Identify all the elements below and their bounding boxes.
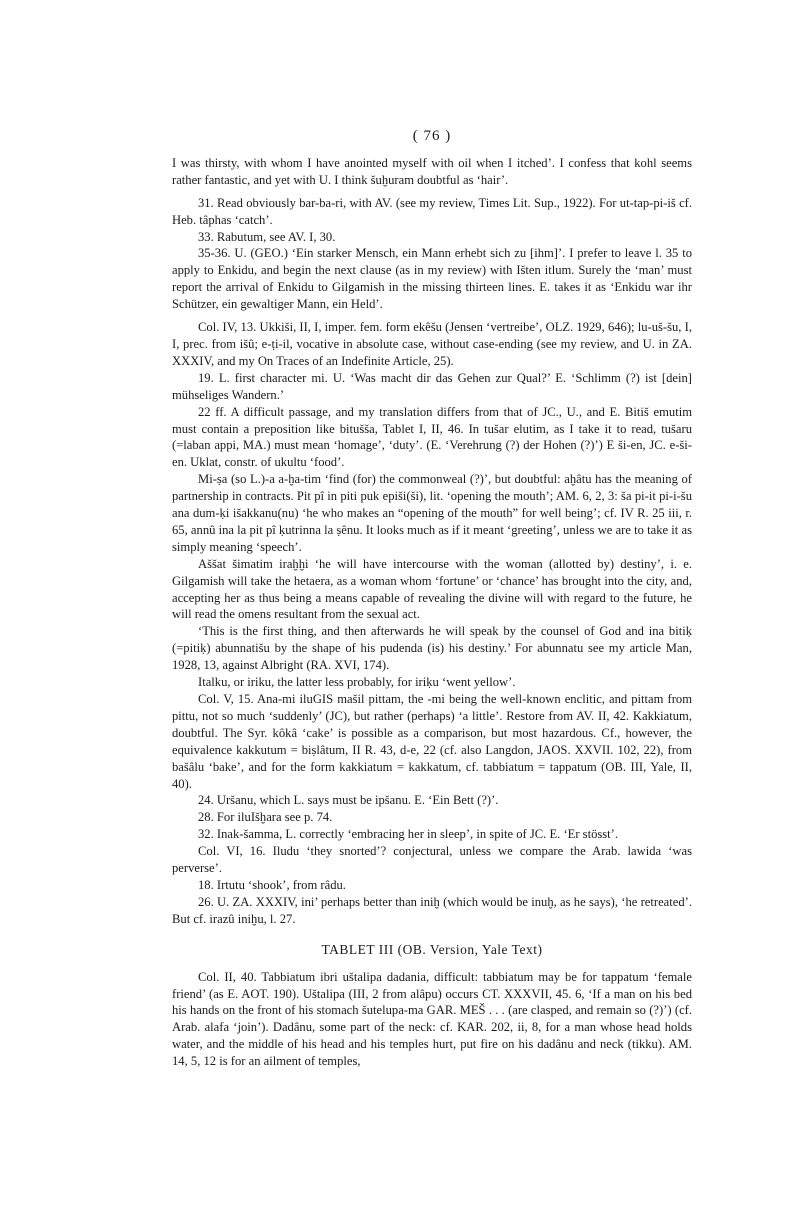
- section-heading: TABLET III (OB. Version, Yale Text): [321, 941, 543, 957]
- paragraph: 31. Read obviously bar-ba-ri, with AV. (see my review, Times Lit. Sup., 1922). For ut-tap-pi-iš cf. Heb. tâphas ‘catch’.: [172, 195, 692, 227]
- paragraph: Mi-ṣa (so L.)-a a-ḫa-tim ‘find (for) the commonweal (?)’, but doubtful: aḫâtu has the meaning of partnership in contracts. Pit pî in piti puk epiši(ši), lit. ‘opening the mouth’; AM. 6, 2, 3: ša pi-it pi-i-šu ana dum-ḳi išakkanu(nu) ‘he who makes an “opening of the mouth” for well being’; cf. IV R. 25 iii, r. 65, annû ina la pit pî ḳutrinna la ṣênu. It looks much as if it meant ‘greeting’, unless we are to take it as simply meaning ‘speech’.: [172, 472, 692, 554]
- paragraph: 35-36. U. (GEO.) ‘Ein starker Mensch, ein Mann erhebt sich zu [ihm]’. I prefer to leave l. 35 to apply to Enkidu, and begin the next clause (as in my review) with Išten itlum. Surely the ‘man’ must report the arrival of Enkidu to Gilgamish in the missing thirteen lines. E. takes it as ‘Enkidu war ihr Schützer, ein gewaltiger Mann, ein Held’.: [172, 246, 692, 312]
- paragraph: I was thirsty, with whom I have anointed myself with oil when I itched’. I confess that kohl seems rather fantastic, and yet with U. I think šuḫuram doubtful as ‘hair’.: [172, 155, 692, 187]
- paragraph: ‘This is the first thing, and then afterwards he will speak by the counsel of God and ina bitiḳ (=pitiḳ) abunnatišu by the shape of his pudenda (is) his destiny.’ For abunnatu see my article Man, 1928, 13, against Albright (RA. XVI, 174).: [172, 624, 692, 673]
- paragraph: Italku, or iriku, the latter less probably, for iriḳu ‘went yellow’.: [198, 675, 516, 690]
- paragraph: 18. Irtutu ‘shook’, from râdu.: [198, 877, 346, 892]
- page-number: ( 76 ): [412, 128, 452, 144]
- paragraph: 19. L. first character mi. U. ‘Was macht dir das Gehen zur Qual?’ E. ‘Schlimm (?) ist [dein] mühseliges Wandern.’: [172, 370, 692, 402]
- paragraph: Col. IV, 13. Ukkiši, II, I, imper. fem. form ekêšu (Jensen ‘vertreibe’, OLZ. 1929, 646); lu-uš-šu, I, I, prec. from išû; e-ṭi-il, vocative in absolute case, without case-ending (see my review, and U. in ZA. XXXIV, and my On Traces of an Indefinite Article, 25).: [172, 320, 692, 368]
- paragraph: 26. U. ZA. XXXIV, ini’ perhaps better than iniḫ (which would be inuḫ, as he says), ‘he retreated’. But cf. irazû iniḫu, l. 27.: [172, 894, 692, 926]
- paragraph: 24. Uršanu, which L. says must be ipšanu. E. ‘Ein Bett (?)’.: [198, 793, 499, 808]
- paragraph: 22 ff. A difficult passage, and my translation differs from that of JC., U., and E. Bitiš emutim must contain a preposition like bitušša, Tablet I, II, 46. In tušar elutim, as I take it to read, tušaru (=laban appi, MA.) must mean ‘homage’, ‘duty’. (E. ‘Verehrung (?) der Hohen (?)’) E ši-en, JC. e-ši-en. Uklat, constr. of ukultu ‘food’.: [172, 404, 692, 470]
- paragraph: 33. Rabutum, see AV. I, 30.: [198, 229, 336, 244]
- paragraph: Col. VI, 16. Iludu ‘they snorted’? conjectural, unless we compare the Arab. lawida ‘was perverse’.: [172, 844, 692, 876]
- paragraph: Col. V, 15. Ana-mi iluGIS mašil pittam, the -mi being the well-known enclitic, and pittam from pittu, not so much ‘suddenly’ (JC), but rather (perhaps) ‘a little’. Restore from AV. II, 42. Kakkiatum, doubtful. The Syr. kôkâ ‘cake’ is possible as a comparison, but most hazardous. Cf., however, the equivalence kakkutum = biṣlâtum, II R. 43, d-e, 22 (cf. also Langdon, JAOS. XXVII. 102, 22), from bašâlu ‘bake’, and for the form kakkiatum = kakkatum, cf. tabbiatum = tappatum (OB. III, Yale, II, 40).: [172, 692, 692, 791]
- paragraph: 28. For iluIšḫara see p. 74.: [198, 810, 333, 825]
- paragraph: 32. Inak-šamma, L. correctly ‘embracing her in sleep’, in spite of JC. E. ‘Er stösst’.: [198, 827, 619, 842]
- page-body: [172, 128, 692, 1070]
- paragraph: Aššat šimatim iraḫḫi ‘he will have intercourse with the woman (allotted by) destiny’, i. e. Gilgamish will take the hetaera, as a woman whom ‘fortune’ or ‘chance’ has brought into the city, and, accepting her as thus being a means capable of revealing the divine will with regard to the future, he will read the omens resultant from the sexual act.: [172, 556, 692, 622]
- paragraph: Col. II, 40. Tabbiatum ibri uštalipa dadania, difficult: tabbiatum may be for tappatum ‘female friend’ (as E. AOT. 190). Uštalipa (III, 2 from alâpu) occurs CT. XXXVII, 45. 6, ‘If a man on his bed his hands on the front of his stomach šutelupa-ma GAR. MEŠ . . . (are clasped, and remain so (?)’) (cf. Arab. alafa ‘join’). Dadânu, some part of the neck: cf. KAR. 202, ii, 8, for a man whose head holds water, and the middle of his head and his temples hurt, put fire on his dadânu and neck (tikku). AM. 14, 5, 12 is for an ailment of temples,: [172, 969, 692, 1069]
